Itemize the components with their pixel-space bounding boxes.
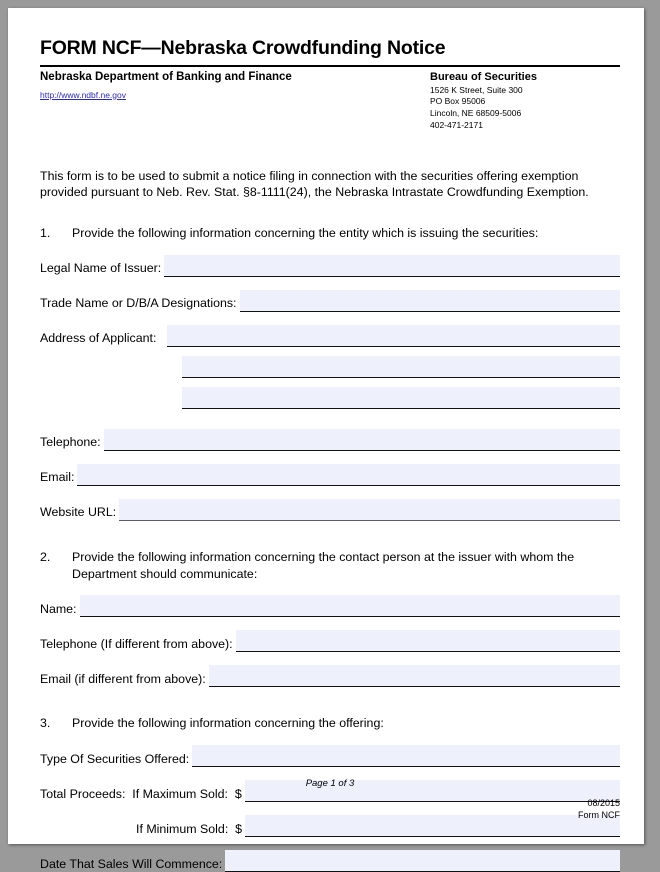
field-row-address-3 (40, 387, 620, 409)
revision-date: 08/2015 (587, 798, 620, 808)
input-securities-type[interactable] (192, 745, 620, 767)
address-line-street: 1526 K Street, Suite 300 (430, 84, 523, 95)
section-2-prompt (40, 549, 620, 582)
form-code: Form NCF (578, 810, 620, 821)
input-address-line-1[interactable] (167, 325, 620, 347)
section-3-prompt (40, 715, 620, 732)
bureau-name: Bureau of Securities (430, 71, 537, 84)
title-divider (40, 65, 620, 67)
label-securities-type: Type Of Securities Offered: (40, 751, 190, 766)
input-trade-name[interactable] (240, 290, 620, 312)
page-number: Page 1 of 3 (305, 778, 355, 789)
page-footer (40, 778, 620, 821)
footer-meta (40, 797, 620, 821)
section-3-number: 3. (40, 716, 51, 731)
label-contact-name: Name: (40, 601, 77, 616)
field-row-securities-type (40, 745, 620, 767)
section-1-prompt (40, 225, 620, 242)
address-line-pobox: PO Box 95006 (430, 96, 486, 107)
page-content (40, 8, 620, 872)
section-1-number: 1. (40, 226, 51, 241)
label-email: Email: (40, 470, 75, 485)
header-right-block (430, 70, 620, 131)
field-row-email (40, 464, 620, 486)
header-columns (40, 70, 620, 131)
input-contact-name[interactable] (80, 595, 621, 617)
field-row-address-2 (40, 356, 620, 378)
section-1-text: Provide the following information concerning the entity which is issuing the securities: (72, 226, 539, 241)
label-website-url: Website URL: (40, 505, 117, 520)
label-minimum-sold: If Minimum Sold: $ (136, 821, 243, 836)
label-telephone: Telephone: (40, 435, 101, 450)
department-name: Nebraska Department of Banking and Finance (40, 71, 292, 84)
label-contact-email: Email (if different from above): (40, 671, 206, 686)
department-website-link[interactable]: http://www.ndbf.ne.gov (40, 89, 126, 100)
label-contact-telephone: Telephone (If different from above): (40, 636, 233, 651)
input-website-url[interactable] (119, 499, 620, 521)
input-address-line-3[interactable] (182, 387, 620, 409)
input-contact-telephone[interactable] (236, 630, 620, 652)
input-contact-email[interactable] (209, 665, 620, 687)
input-sales-commence-date[interactable] (225, 850, 620, 872)
input-telephone[interactable] (104, 429, 620, 451)
header-left-block (40, 70, 410, 102)
label-sales-commence-date: Date That Sales Will Commence: (40, 856, 223, 871)
input-email[interactable] (77, 464, 620, 486)
address-line-phone: 402-471-2171 (430, 119, 483, 130)
field-row-website-url (40, 499, 620, 521)
field-row-address-1 (40, 325, 620, 347)
intro-paragraph: This form is to be used to submit a notice filing in connection with the securities offering exemption provided pursuant to Neb. Rev. Stat. §8-1111(24), the Nebraska Intrastate Crowdfunding Exemption. (40, 168, 589, 200)
section-3-text: Provide the following information concerning the offering: (72, 716, 384, 731)
field-row-sales-commence-date (40, 850, 620, 872)
field-row-contact-email (40, 665, 620, 687)
label-trade-name: Trade Name or D/B/A Designations: (40, 296, 237, 311)
label-legal-name: Legal Name of Issuer: (40, 261, 162, 276)
label-maximum-sold: Total Proceeds: If Maximum Sold: $ (40, 786, 242, 801)
section-2-text: Provide the following information concerning the contact person at the issuer with whom the Department should communicate: (72, 549, 575, 581)
field-row-contact-telephone (40, 630, 620, 652)
label-address-applicant: Address of Applicant: (40, 331, 157, 346)
input-address-line-2[interactable] (182, 356, 620, 378)
page-title: FORM NCF—Nebraska Crowdfunding Notice (40, 37, 446, 59)
field-row-contact-name (40, 595, 620, 617)
address-line-city: Lincoln, NE 68509-5006 (430, 108, 522, 119)
field-row-telephone (40, 429, 620, 451)
field-row-legal-name (40, 255, 620, 277)
document-page (8, 8, 644, 871)
input-legal-name[interactable] (164, 255, 620, 277)
field-row-trade-name (40, 290, 620, 312)
section-2-number: 2. (40, 549, 51, 564)
